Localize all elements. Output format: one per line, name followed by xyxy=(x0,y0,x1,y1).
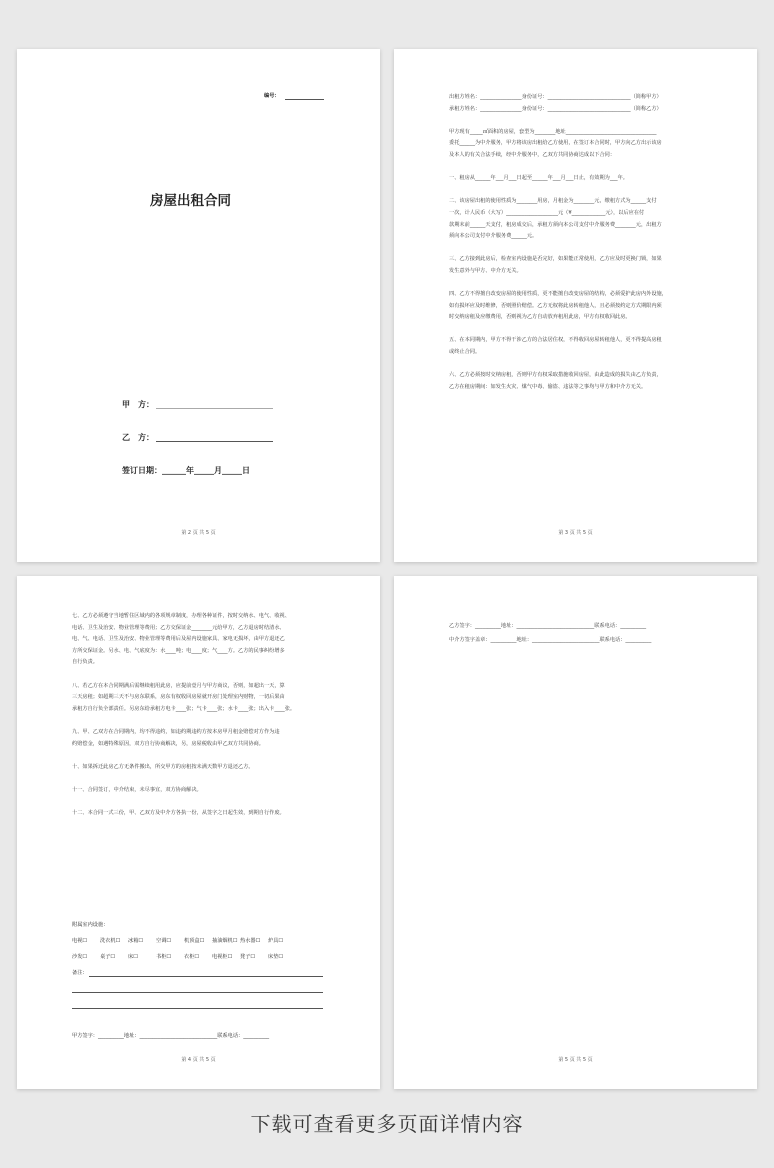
blank-line xyxy=(449,277,667,289)
body-line: 须向本公司支付中介服务费______元。 xyxy=(449,233,538,240)
body-line: 乙方签字：__________地址：______________________________联系电话：__________ xyxy=(449,623,647,629)
body-line: 承租方自行负全部责任。另房东给承租方电卡____张；气卡____张；水卡____张；出入卡____张。 xyxy=(72,705,296,712)
facility-checklist-row-1 xyxy=(72,937,296,944)
page-number: 第 3 页 共 5 页 xyxy=(558,530,593,536)
page-number: 第 2 页 共 5 页 xyxy=(181,530,216,536)
facility-checkbox: 书柜☐ xyxy=(156,954,172,960)
appendix-title: 附属室内设施： xyxy=(72,922,109,928)
facility-checkbox: 炉具☐ xyxy=(268,938,284,944)
facility-checklist-row-2 xyxy=(72,953,296,960)
body-line: 十一、合同签订，中介结束，未尽事宜，双方协商解决。 xyxy=(72,786,202,793)
facility-checkbox: 凳子☐ xyxy=(240,954,256,960)
party-b-label: 乙 方： xyxy=(122,433,154,442)
blank-line xyxy=(449,323,667,335)
body-line: 或终止合同。 xyxy=(449,349,481,356)
blank-line xyxy=(72,772,295,784)
body-line: 约赔偿金，如遇特殊原因，双方自行协商解决，另，房屋税收由甲乙双方共同协商。 xyxy=(72,740,264,747)
contract-body xyxy=(449,91,667,392)
body-line: 甲方现有_____㎡面积的房屋，套型为________地址___________________________________ xyxy=(449,128,657,135)
blank-line xyxy=(449,161,667,173)
body-line: 四、乙方不得擅自改变房屋的使用性质，更不能擅自改变房屋的结构，必须爱护此房内外设施， xyxy=(449,291,667,298)
party-a-line xyxy=(156,408,273,409)
facility-checkbox: 沙发☐ xyxy=(72,954,88,960)
body-line: 七、乙方必须遵守当地暂住区域内的各项规章制度，办理各种证件，按时交纳水、电气、收视、 xyxy=(72,613,290,619)
body-line: 中介方签字盖章：__________地址：__________________________联系电话：__________ xyxy=(449,637,652,643)
party-b-line xyxy=(156,441,273,442)
facility-checkbox: 热水器☐ xyxy=(240,938,261,944)
contract-page-cover xyxy=(17,49,380,562)
blank-line xyxy=(72,796,295,808)
contract-body xyxy=(72,610,295,819)
body-line: 发生意外与甲方、中介方无关。 xyxy=(449,267,522,274)
body-line: 二、该房屋出租的使用性质为________用房，月租金为________元，缴租方式为______支付 xyxy=(449,198,657,205)
facility-checkbox: 桌子☐ xyxy=(100,954,116,960)
body-line: 三天房租；如超期三天不与房东联系，房东有权收回房屋就开房门处理室内财物，一切后果由 xyxy=(72,694,285,701)
body-line: 乙方在租房期间：如发生火灾、煤气中毒、偷盗、违法等之事均与甲方和中介方无关。 xyxy=(449,383,647,390)
body-line: 承租方姓名：________________身份证号：________________________________（简称乙方） xyxy=(449,105,662,112)
facility-checkbox: 机顶盒☐ xyxy=(184,938,205,944)
contract-number xyxy=(264,92,280,100)
blank-line xyxy=(449,114,667,126)
contract-page-3 xyxy=(17,576,380,1089)
facility-checkbox: 床☐ xyxy=(128,954,138,960)
page-title: 房屋出租合同 xyxy=(150,193,231,209)
body-line: 电、气、电话、卫生及治安、物业管理等费用后及屋内设施家具、家电无损坏，由甲方退还乙 xyxy=(72,636,285,643)
body-line: 九、甲、乙双方在合同期内，均不得违约，如违约期违约方按本房甲月租金赔偿对方作为违 xyxy=(72,728,280,735)
blank-line xyxy=(449,358,667,370)
facility-checkbox: 电视☐ xyxy=(72,938,88,944)
remarks-line-2 xyxy=(72,992,323,993)
body-line: 五、在本同期内，甲方不得干涉乙方的合法居住权，不得收回房屋转租他人，更不得提高房租 xyxy=(449,337,662,344)
body-line: 八、若乙方在本合同期满后需继续租用此房，应提前壹月与甲方商议，否则，如超出一天，算 xyxy=(72,682,285,689)
page-number: 第 5 页 共 5 页 xyxy=(558,1057,593,1063)
body-line: 三、乙方接到此房后，检查室内设施是否完好，如果能正常使用，乙方应及时更换门锁，如果 xyxy=(449,256,662,263)
contract-body xyxy=(449,620,651,648)
contract-number-line xyxy=(285,99,324,100)
blank-line xyxy=(72,668,295,680)
body-line: 委托______为中介服务，甲方将该房出租给乙方使用，在签订本合同时，甲方向乙方出示该房 xyxy=(449,140,662,147)
facility-checkbox: 空调☐ xyxy=(156,938,172,944)
remarks-label: 备注： xyxy=(72,970,88,976)
body-line: 自行负责。 xyxy=(72,659,98,666)
party-a-label: 甲 方： xyxy=(122,400,154,409)
facility-checkbox: 床垫☐ xyxy=(268,954,284,960)
sign-date: 签订日期：______年_____月_____日 xyxy=(122,466,250,475)
body-line: 如有损坏应及时维修，否则照价赔偿。乙方无权将此房转租他人，且必须按约定方式期限内须 xyxy=(449,302,662,309)
remarks-line-3 xyxy=(72,1008,323,1009)
body-line: 出租方姓名：________________身份证号：________________________________（简称甲方） xyxy=(449,94,662,100)
contract-page-4 xyxy=(394,576,757,1089)
facility-checkbox: 电视柜☐ xyxy=(212,954,233,960)
contract-number-label: 编号： xyxy=(264,93,280,99)
blank-line xyxy=(72,749,295,761)
facility-checkbox: 冰箱☐ xyxy=(128,938,144,944)
facility-checkbox: 衣柜☐ xyxy=(184,954,200,960)
body-line: 时交纳房租及应缴费用，否则视为乙方自动放弃租用此房，甲方有权收回此房。 xyxy=(449,314,631,321)
body-line: 十二、本合同一式三份，甲、乙双方及中介方各执一份，从签字之日起生效，到期自行作废。 xyxy=(72,810,285,817)
remarks-line-1 xyxy=(89,976,323,977)
facility-checkbox: 洗衣机☐ xyxy=(100,938,121,944)
blank-line xyxy=(449,242,667,254)
contract-page-2 xyxy=(394,49,757,562)
download-caption: 下载可查看更多页面详情内容 xyxy=(250,1112,524,1136)
body-line: 款期末前______天支付，租房成交后，承租方须向本公司支付中介服务费________元，出租方 xyxy=(449,221,662,228)
body-line: 一、租房从______年___月___日起至______年___月___日止，有效期为___年。 xyxy=(449,175,628,182)
blank-line xyxy=(449,184,667,196)
body-line: 方所交保证金。另水、电、气底度为：水____吨；电____度；气____方。乙方的民事纠纷增多 xyxy=(72,647,285,654)
blank-line xyxy=(72,714,295,726)
body-line: 十、如果拆迁此房乙方无条件搬出，所交甲方的房租按未满天数甲方退还乙方。 xyxy=(72,763,254,770)
body-line: 电话、卫生及治安、物业管理等费用；乙方交保证金________元给甲方，乙方退房时结清水、 xyxy=(72,624,285,631)
body-line: 一次，计人民币（大写）____________________元（¥_____________元），以后应在付 xyxy=(449,209,645,216)
body-line: 及本人的有关合法手续，经中介服务中，乙双方共同协商达成以下合同： xyxy=(449,151,616,158)
facility-checkbox: 抽油烟机☐ xyxy=(212,938,238,944)
party-a-signature-line: 甲方签字：__________地址：______________________________联系电话：__________ xyxy=(72,1033,270,1039)
body-line: 六、乙方必须按时交纳房租，否则甲方有权采取措施收回房屋，由此造成的损失由乙方负责， xyxy=(449,372,662,379)
page-number: 第 4 页 共 5 页 xyxy=(181,1057,216,1063)
